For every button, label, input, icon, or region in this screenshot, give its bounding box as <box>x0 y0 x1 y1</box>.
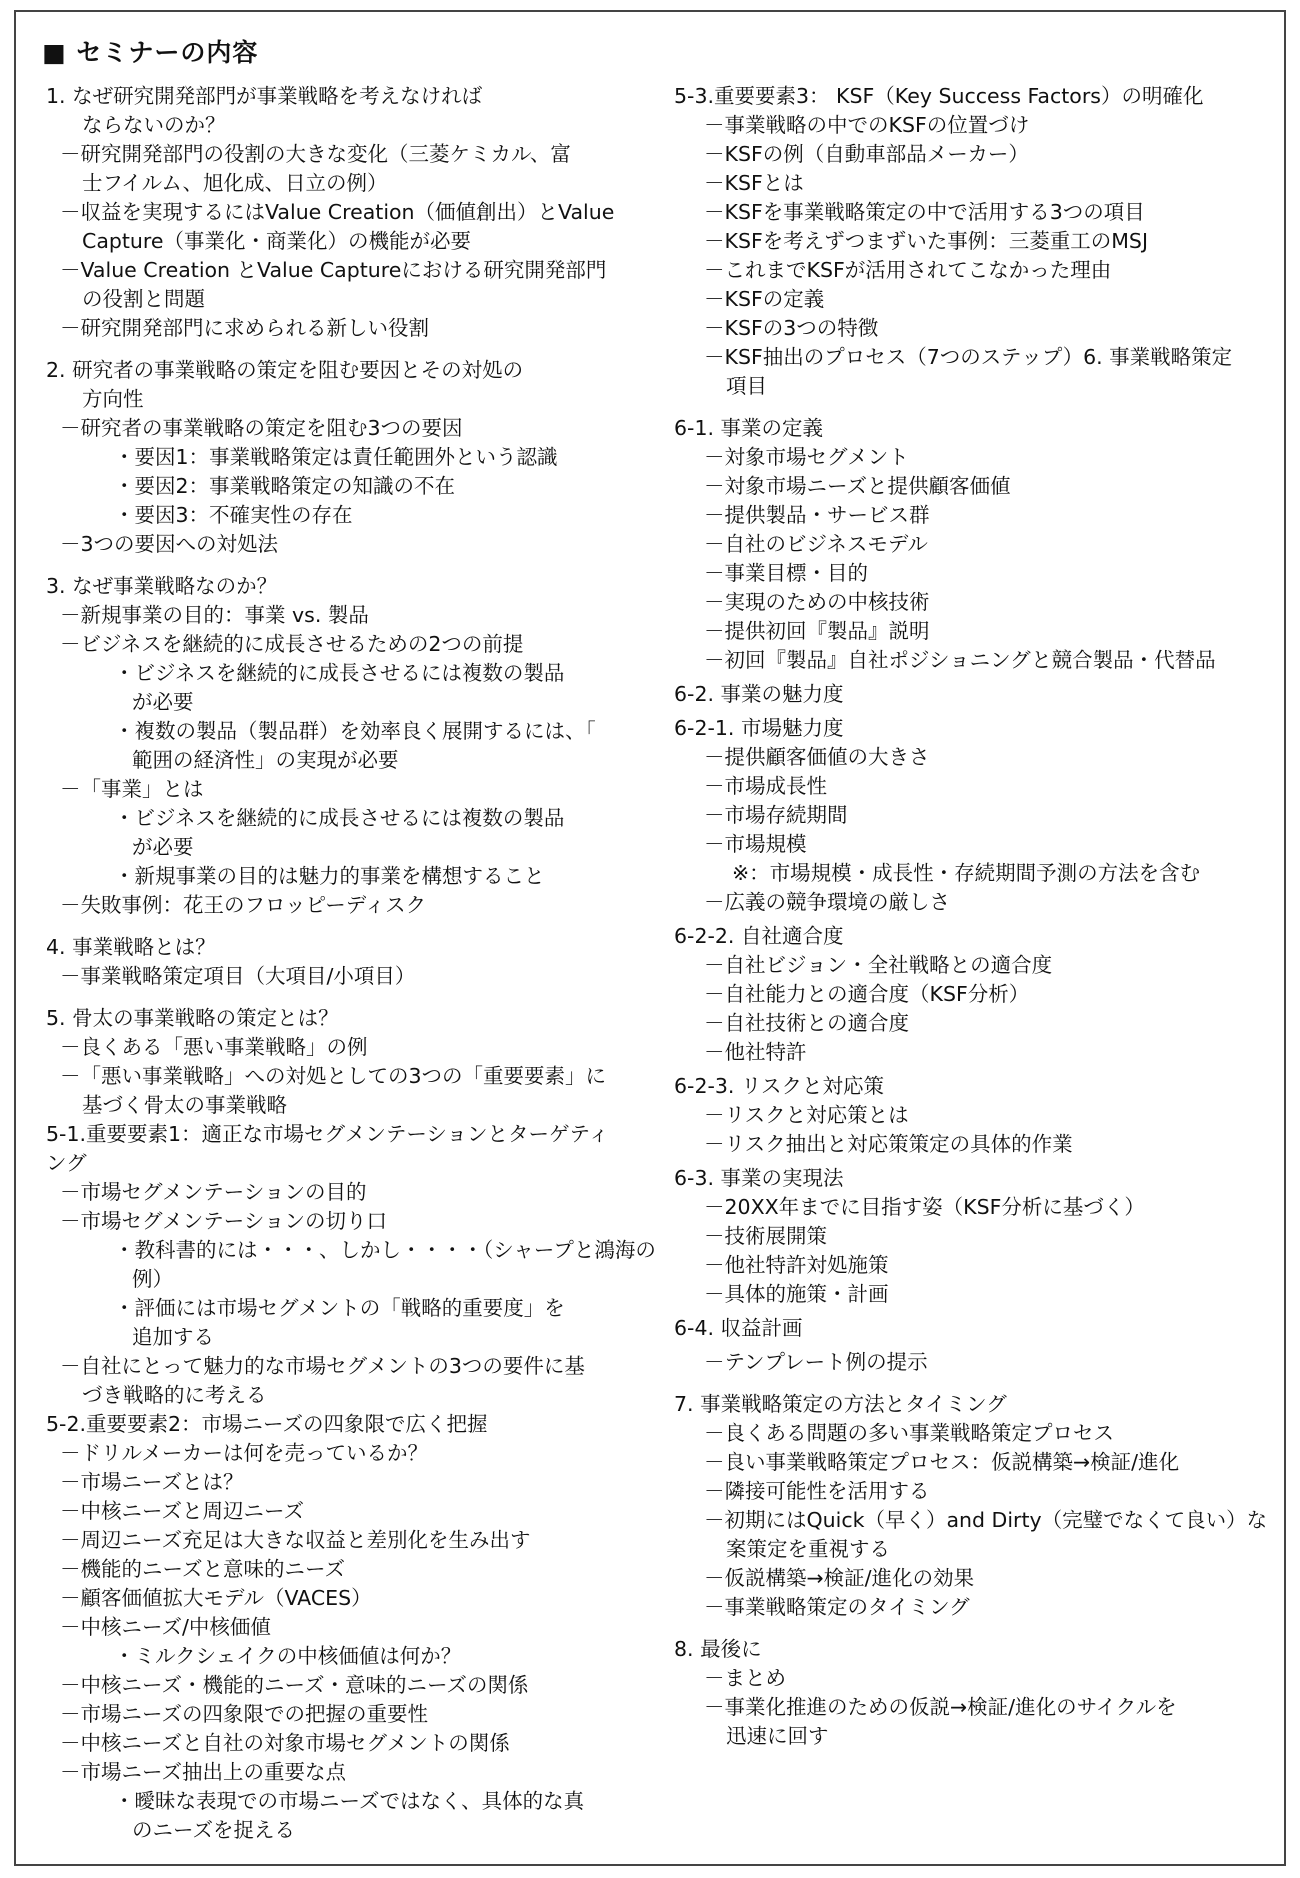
outline-line: ・教科書的には・・・、しかし・・・・（シャープと鴻海の <box>114 1238 656 1262</box>
outline-line: ング <box>46 1151 87 1175</box>
outline-line: ・ビジネスを継続的に成長させるには複数の製品 <box>114 806 565 830</box>
outline-line: －KSF抽出のプロセス（7つのステップ）6. 事業戦略策定 <box>704 345 1233 369</box>
outline-line: －KSFとは <box>704 171 804 195</box>
outline-line: 6-4. 収益計画 <box>674 1316 803 1340</box>
outline-line: 例） <box>132 1267 173 1291</box>
outline-line: －「事業」とは <box>60 777 204 801</box>
outline-line: －提供製品・サービス群 <box>704 503 930 527</box>
outline-line: －中核ニーズ/中核価値 <box>60 1615 271 1639</box>
outline-line: －研究開発部門の役割の大きな変化（三菱ケミカル、富 <box>60 142 571 166</box>
outline-line: －市場セグメンテーションの目的 <box>60 1180 367 1204</box>
outline-line: －20XX年までに目指す姿（KSF分析に基づく） <box>704 1195 1145 1219</box>
outline-line: －対象市場セグメント <box>704 445 909 469</box>
outline-line: －事業戦略の中でのKSFの位置づけ <box>704 113 1030 137</box>
outline-line: －Value Creation とValue Captureにおける研究開発部門 <box>60 258 607 282</box>
outline-line: －中核ニーズと周辺ニーズ <box>60 1499 304 1523</box>
outline-line: －市場存続期間 <box>704 803 848 827</box>
outline-line: 案策定を重視する <box>726 1537 890 1561</box>
outline-line: が必要 <box>132 835 194 859</box>
outline-line: －他社特許 <box>704 1040 807 1064</box>
outline-line: －事業戦略策定のタイミング <box>704 1595 970 1619</box>
outline-line: の役割と問題 <box>82 287 205 311</box>
outline-line: －良い事業戦略策定プロセス：仮説構築→検証/進化 <box>704 1450 1180 1474</box>
outline-line: －中核ニーズと自社の対象市場セグメントの関係 <box>60 1731 510 1755</box>
outline-line: －広義の競争環境の厳しさ <box>704 890 950 914</box>
outline-line: －3つの要因への対処法 <box>60 532 279 556</box>
outline-line: 5-1.重要要素1：適正な市場セグメンテーションとターゲティ <box>46 1122 609 1146</box>
outline-line: が必要 <box>132 690 194 714</box>
outline-line: －ドリルメーカーは何を売っているか？ <box>60 1441 428 1465</box>
outline-line: －KSFの定義 <box>704 287 825 311</box>
outline-line: 4. 事業戦略とは？ <box>46 935 216 959</box>
outline-line: －市場規模 <box>704 832 807 856</box>
outline-line: －事業目標・目的 <box>704 561 868 585</box>
outline-line: 8. 最後に <box>674 1637 762 1661</box>
outline-line: －対象市場ニーズと提供顧客価値 <box>704 474 1011 498</box>
outline-line: －研究者の事業戦略の策定を阻む3つの要因 <box>60 416 463 440</box>
outline-line: 6-2. 事業の魅力度 <box>674 682 844 706</box>
outline-line: ・要因3：不確実性の存在 <box>114 503 353 527</box>
outline-line: －仮説構築→検証/進化の効果 <box>704 1566 975 1590</box>
outline-line: －市場ニーズ抽出上の重要な点 <box>60 1760 346 1784</box>
outline-line: －ビジネスを継続的に成長させるための2つの前提 <box>60 632 524 656</box>
outline-line: －まとめ <box>704 1666 786 1690</box>
outline-line: －隣接可能性を活用する <box>704 1479 930 1503</box>
outline-line: －リスクと対応策とは <box>704 1103 909 1127</box>
outline-line: ・要因1：事業戦略策定は責任範囲外という認識 <box>114 445 558 469</box>
outline-line: －良くある「悪い事業戦略」の例 <box>60 1035 368 1059</box>
outline-line: 6-2-2. 自社適合度 <box>674 924 844 948</box>
outline-line: －顧客価値拡大モデル（VACES） <box>60 1586 372 1610</box>
outline-line: －研究開発部門に求められる新しい役割 <box>60 316 429 340</box>
outline-line: －テンプレート例の提示 <box>704 1350 928 1374</box>
outline-line: －初回『製品』自社ポジショニングと競合製品・代替品 <box>704 648 1216 672</box>
outline-line: －中核ニーズ・機能的ニーズ・意味的ニーズの関係 <box>60 1673 529 1697</box>
outline-line: －リスク抽出と対応策策定の具体的作業 <box>704 1132 1073 1156</box>
outline-line: －自社のビジネスモデル <box>704 532 928 556</box>
outline-line: 項目 <box>726 374 767 398</box>
outline-line: ・ミルクシェイクの中核価値は何か？ <box>114 1644 462 1668</box>
outline-line: 方向性 <box>82 387 144 411</box>
outline-line: －これまでKSFが活用されてこなかった理由 <box>704 258 1112 282</box>
outline-line: ・評価には市場セグメントの「戦略的重要度」を <box>114 1296 565 1320</box>
outline-line: づき戦略的に考える <box>82 1383 267 1407</box>
outline-line: －市場ニーズとは？ <box>60 1470 244 1494</box>
outline-line: －KSFを考えずつまずいた事例：三菱重工のMSJ <box>704 229 1148 253</box>
outline-line: 迅速に回す <box>726 1724 829 1748</box>
outline-line: －失敗事例：花王のフロッピーディスク <box>60 893 427 917</box>
outline-line: ・曖昧な表現での市場ニーズではなく、具体的な真 <box>114 1789 585 1813</box>
outline-line: －初期にはQuick（早く）and Dirty（完璧でなくて良い）な <box>704 1508 1268 1532</box>
outline-line: ・新規事業の目的は魅力的事業を構想すること <box>114 864 545 888</box>
content-frame <box>14 10 1286 1866</box>
outline-line: 2. 研究者の事業戦略の策定を阻む要因とその対処の <box>46 358 524 382</box>
outline-line: －自社にとって魅力的な市場セグメントの3つの要件に基 <box>60 1354 585 1378</box>
outline-line: －周辺ニーズ充足は大きな収益と差別化を生み出す <box>60 1528 531 1552</box>
outline-line: －他社特許対処施策 <box>704 1253 889 1277</box>
outline-line: －自社技術との適合度 <box>704 1011 909 1035</box>
outline-line: －具体的施策・計画 <box>704 1282 889 1306</box>
outline-line: 5-2.重要要素2：市場ニーズの四象限で広く把握 <box>46 1412 488 1436</box>
outline-line: 3. なぜ事業戦略なのか？ <box>46 574 278 598</box>
outline-line: －KSFを事業戦略策定の中で活用する3つの項目 <box>704 200 1145 224</box>
outline-line: 6-1. 事業の定義 <box>674 416 824 440</box>
outline-line: Capture（事業化・商業化）の機能が必要 <box>82 229 472 253</box>
outline-line: 範囲の経済性」の実現が必要 <box>132 748 399 772</box>
outline-line: 7. 事業戦略策定の方法とタイミング <box>674 1392 1007 1416</box>
outline-line: －市場セグメンテーションの切り口 <box>60 1209 387 1233</box>
outline-line: 基づく骨太の事業戦略 <box>82 1093 287 1117</box>
outline-line: －自社能力との適合度（KSF分析） <box>704 982 1030 1006</box>
outline-line: ・ビジネスを継続的に成長させるには複数の製品 <box>114 661 565 685</box>
outline-line: 6-3. 事業の実現法 <box>674 1166 844 1190</box>
outline-line: －提供初回『製品』説明 <box>704 619 930 643</box>
outline-line: －市場成長性 <box>704 774 827 798</box>
outline-line: －事業化推進のための仮説→検証/進化のサイクルを <box>704 1695 1177 1719</box>
outline-line: －「悪い事業戦略」への対処としての3つの「重要要素」に <box>60 1064 607 1088</box>
section-title: ■ セミナーの内容 <box>42 38 259 67</box>
outline-line: ・要因2：事業戦略策定の知識の不在 <box>114 474 456 498</box>
outline-line: －技術展開策 <box>704 1224 827 1248</box>
outline-line: －KSFの例（自動車部品メーカー） <box>704 142 1029 166</box>
outline-line: 追加する <box>132 1325 214 1349</box>
outline-line: 士フイルム、旭化成、日立の例） <box>82 171 388 195</box>
outline-line: ※：市場規模・成長性・存続期間予測の方法を含む <box>732 861 1201 885</box>
outline-line: －自社ビジョン・全社戦略との適合度 <box>704 953 1053 977</box>
outline-line: 5. 骨太の事業戦略の策定とは？ <box>46 1006 339 1030</box>
outline-line: 1. なぜ研究開発部門が事業戦略を考えなければ <box>46 84 483 108</box>
outline-line: －良くある問題の多い事業戦略策定プロセス <box>704 1421 1114 1445</box>
outline-line: 5-3.重要要素3： KSF（Key Success Factors）の明確化 <box>674 84 1204 108</box>
outline-line: －KSFの3つの特徴 <box>704 316 879 340</box>
outline-line: －機能的ニーズと意味的ニーズ <box>60 1557 345 1581</box>
outline-line: 6-2-3. リスクと対応策 <box>674 1074 885 1098</box>
outline-line: －事業戦略策定項目（大項目/小項目） <box>60 964 416 988</box>
outline-line: －実現のための中核技術 <box>704 590 930 614</box>
outline-line: －収益を実現するにはValue Creation（価値創出）とValue <box>60 200 615 224</box>
outline-line: ならないのか？ <box>82 113 226 137</box>
outline-line: ・複数の製品（製品群）を効率良く展開するには、「 <box>114 719 596 743</box>
outline-line: －市場ニーズの四象限での把握の重要性 <box>60 1702 428 1726</box>
outline-line: －新規事業の目的：事業 vs. 製品 <box>60 603 369 627</box>
outline-line: －提供顧客価値の大きさ <box>704 745 930 769</box>
outline-line: のニーズを捉える <box>132 1818 295 1842</box>
outline-line: 6-2-1. 市場魅力度 <box>674 716 844 740</box>
